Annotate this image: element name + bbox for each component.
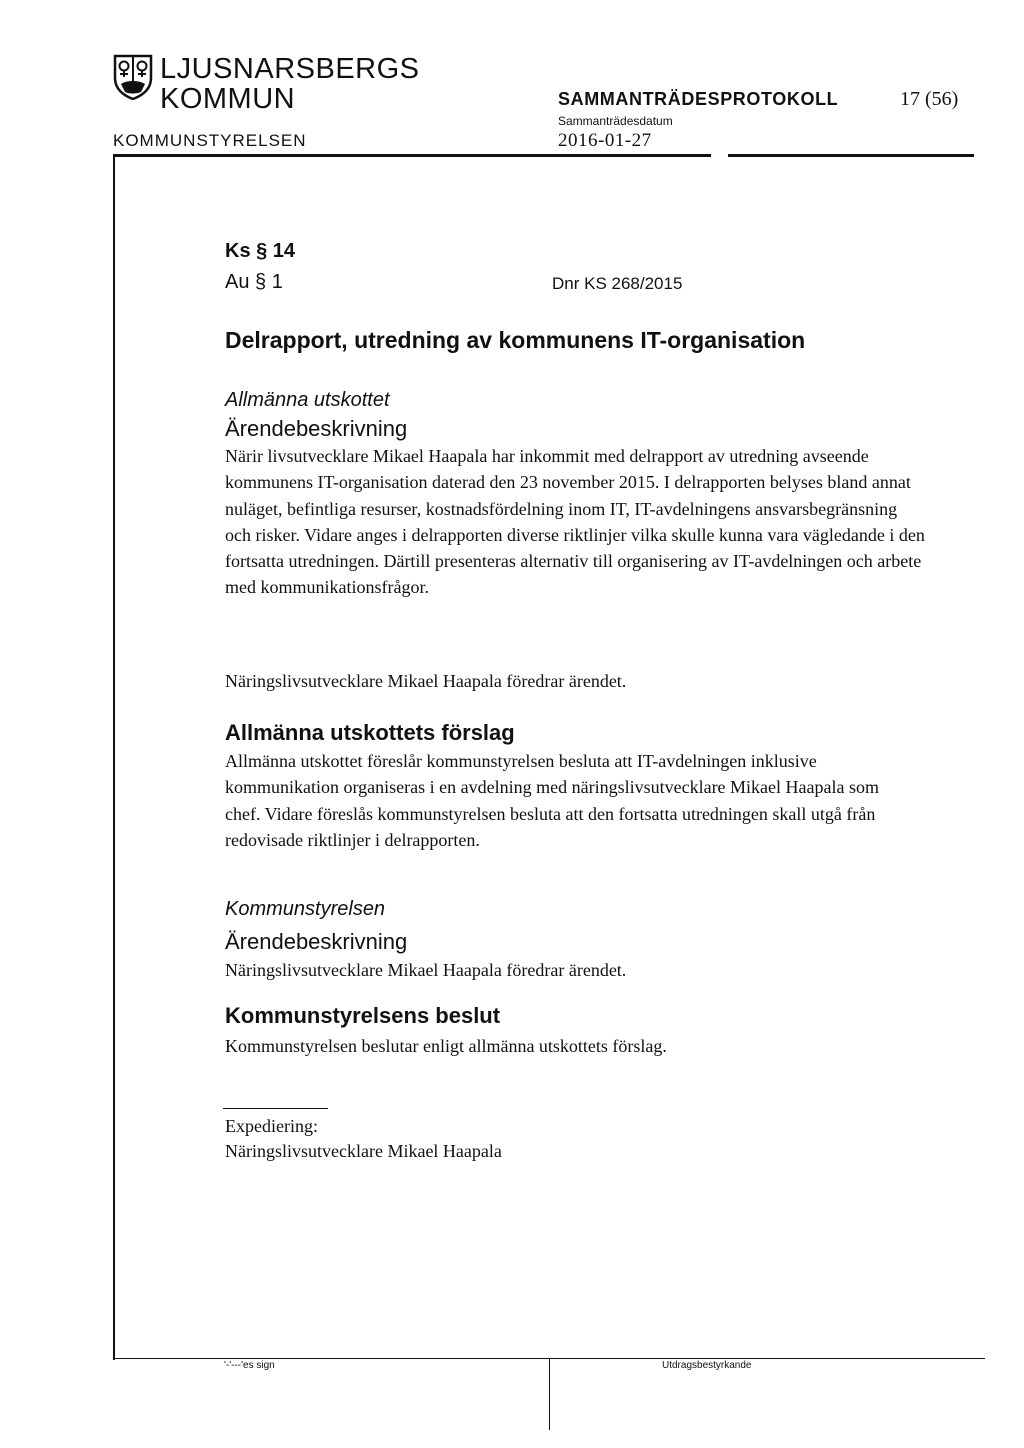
expediting-rule (223, 1108, 328, 1109)
footer-column-divider (549, 1358, 550, 1430)
board-presenter-note: Näringslivsutvecklare Mikael Haapala föredrar ärendet. (225, 960, 627, 980)
case-title: Delrapport, utredning av kommunens IT-organisation (225, 327, 806, 353)
case-description-heading: Ärendebeskrivning (225, 416, 408, 441)
committee-label: Allmänna utskottet (225, 389, 390, 411)
page-number: 17 (56) (900, 88, 959, 110)
board-label: Kommunstyrelsen (225, 898, 386, 920)
case-number: Dnr KS 268/2015 (552, 274, 683, 293)
board-name: KOMMUNSTYRELSEN (113, 131, 307, 150)
header-divider-right (728, 154, 974, 157)
proposal-heading: Allmänna utskottets förslag (225, 720, 515, 745)
signature-label: '-'---'es sign (224, 1360, 275, 1371)
presenter-note: Näringslivsutvecklare Mikael Haapala föredrar ärendet. (225, 671, 627, 691)
expediting-recipient: Näringslivsutvecklare Mikael Haapala (225, 1141, 502, 1161)
organization-name-line2: KOMMUN (160, 83, 296, 115)
decision-heading: Kommunstyrelsens beslut (225, 1003, 501, 1028)
left-margin-line (113, 154, 115, 1360)
decision-text: Kommunstyrelsen beslutar enligt allmänna utskottets förslag. (225, 1036, 667, 1056)
ks-paragraph-number: Ks § 14 (225, 240, 296, 262)
extract-certification-label: Utdragsbestyrkande (662, 1360, 752, 1371)
organization-name (160, 54, 420, 114)
case-description-text: Närir livsutvecklare Mikael Haapala har inkommit med delrapport av utredning avseende kommunens IT-organisation daterad den 23 november 2015. I delrapporten belyses bland annat nuläget, befintliga resurser, kostnadsfördelning inom IT, IT-avdelningens ansvarsbegränsning och risker. Vidare anges i delrapporten diverse riktlinjer vilka skulle kunna vara vägledande i den fortsatta utredningen. Därtill presenteras alternativ till organisering av IT-avdelningen och arbete med kommunikationsfrågor. (225, 446, 925, 598)
au-paragraph-number: Au § 1 (225, 271, 283, 293)
municipality-crest-icon (113, 54, 153, 100)
document-type: SAMMANTRÄDESPROTOKOLL (558, 89, 839, 109)
meeting-date: 2016-01-27 (558, 130, 652, 151)
header-divider-left (113, 154, 711, 157)
organization-name-line1: LJUSNARSBERGS (160, 53, 420, 85)
meeting-date-label: Sammanträdesdatum (558, 114, 673, 128)
proposal-text: Allmänna utskottet föreslår kommunstyrelsen besluta att IT-avdelningen inklusive kommunikation organiseras i en avdelning med näringslivsutvecklare Mikael Haapala som chef. Vidare föreslås kommunstyrelsen besluta att den fortsatta utredningen skall utgå från redovisade riktlinjer i delrapporten. (225, 751, 879, 850)
expediting-label: Expediering: (225, 1116, 318, 1136)
board-description-heading: Ärendebeskrivning (225, 929, 408, 954)
